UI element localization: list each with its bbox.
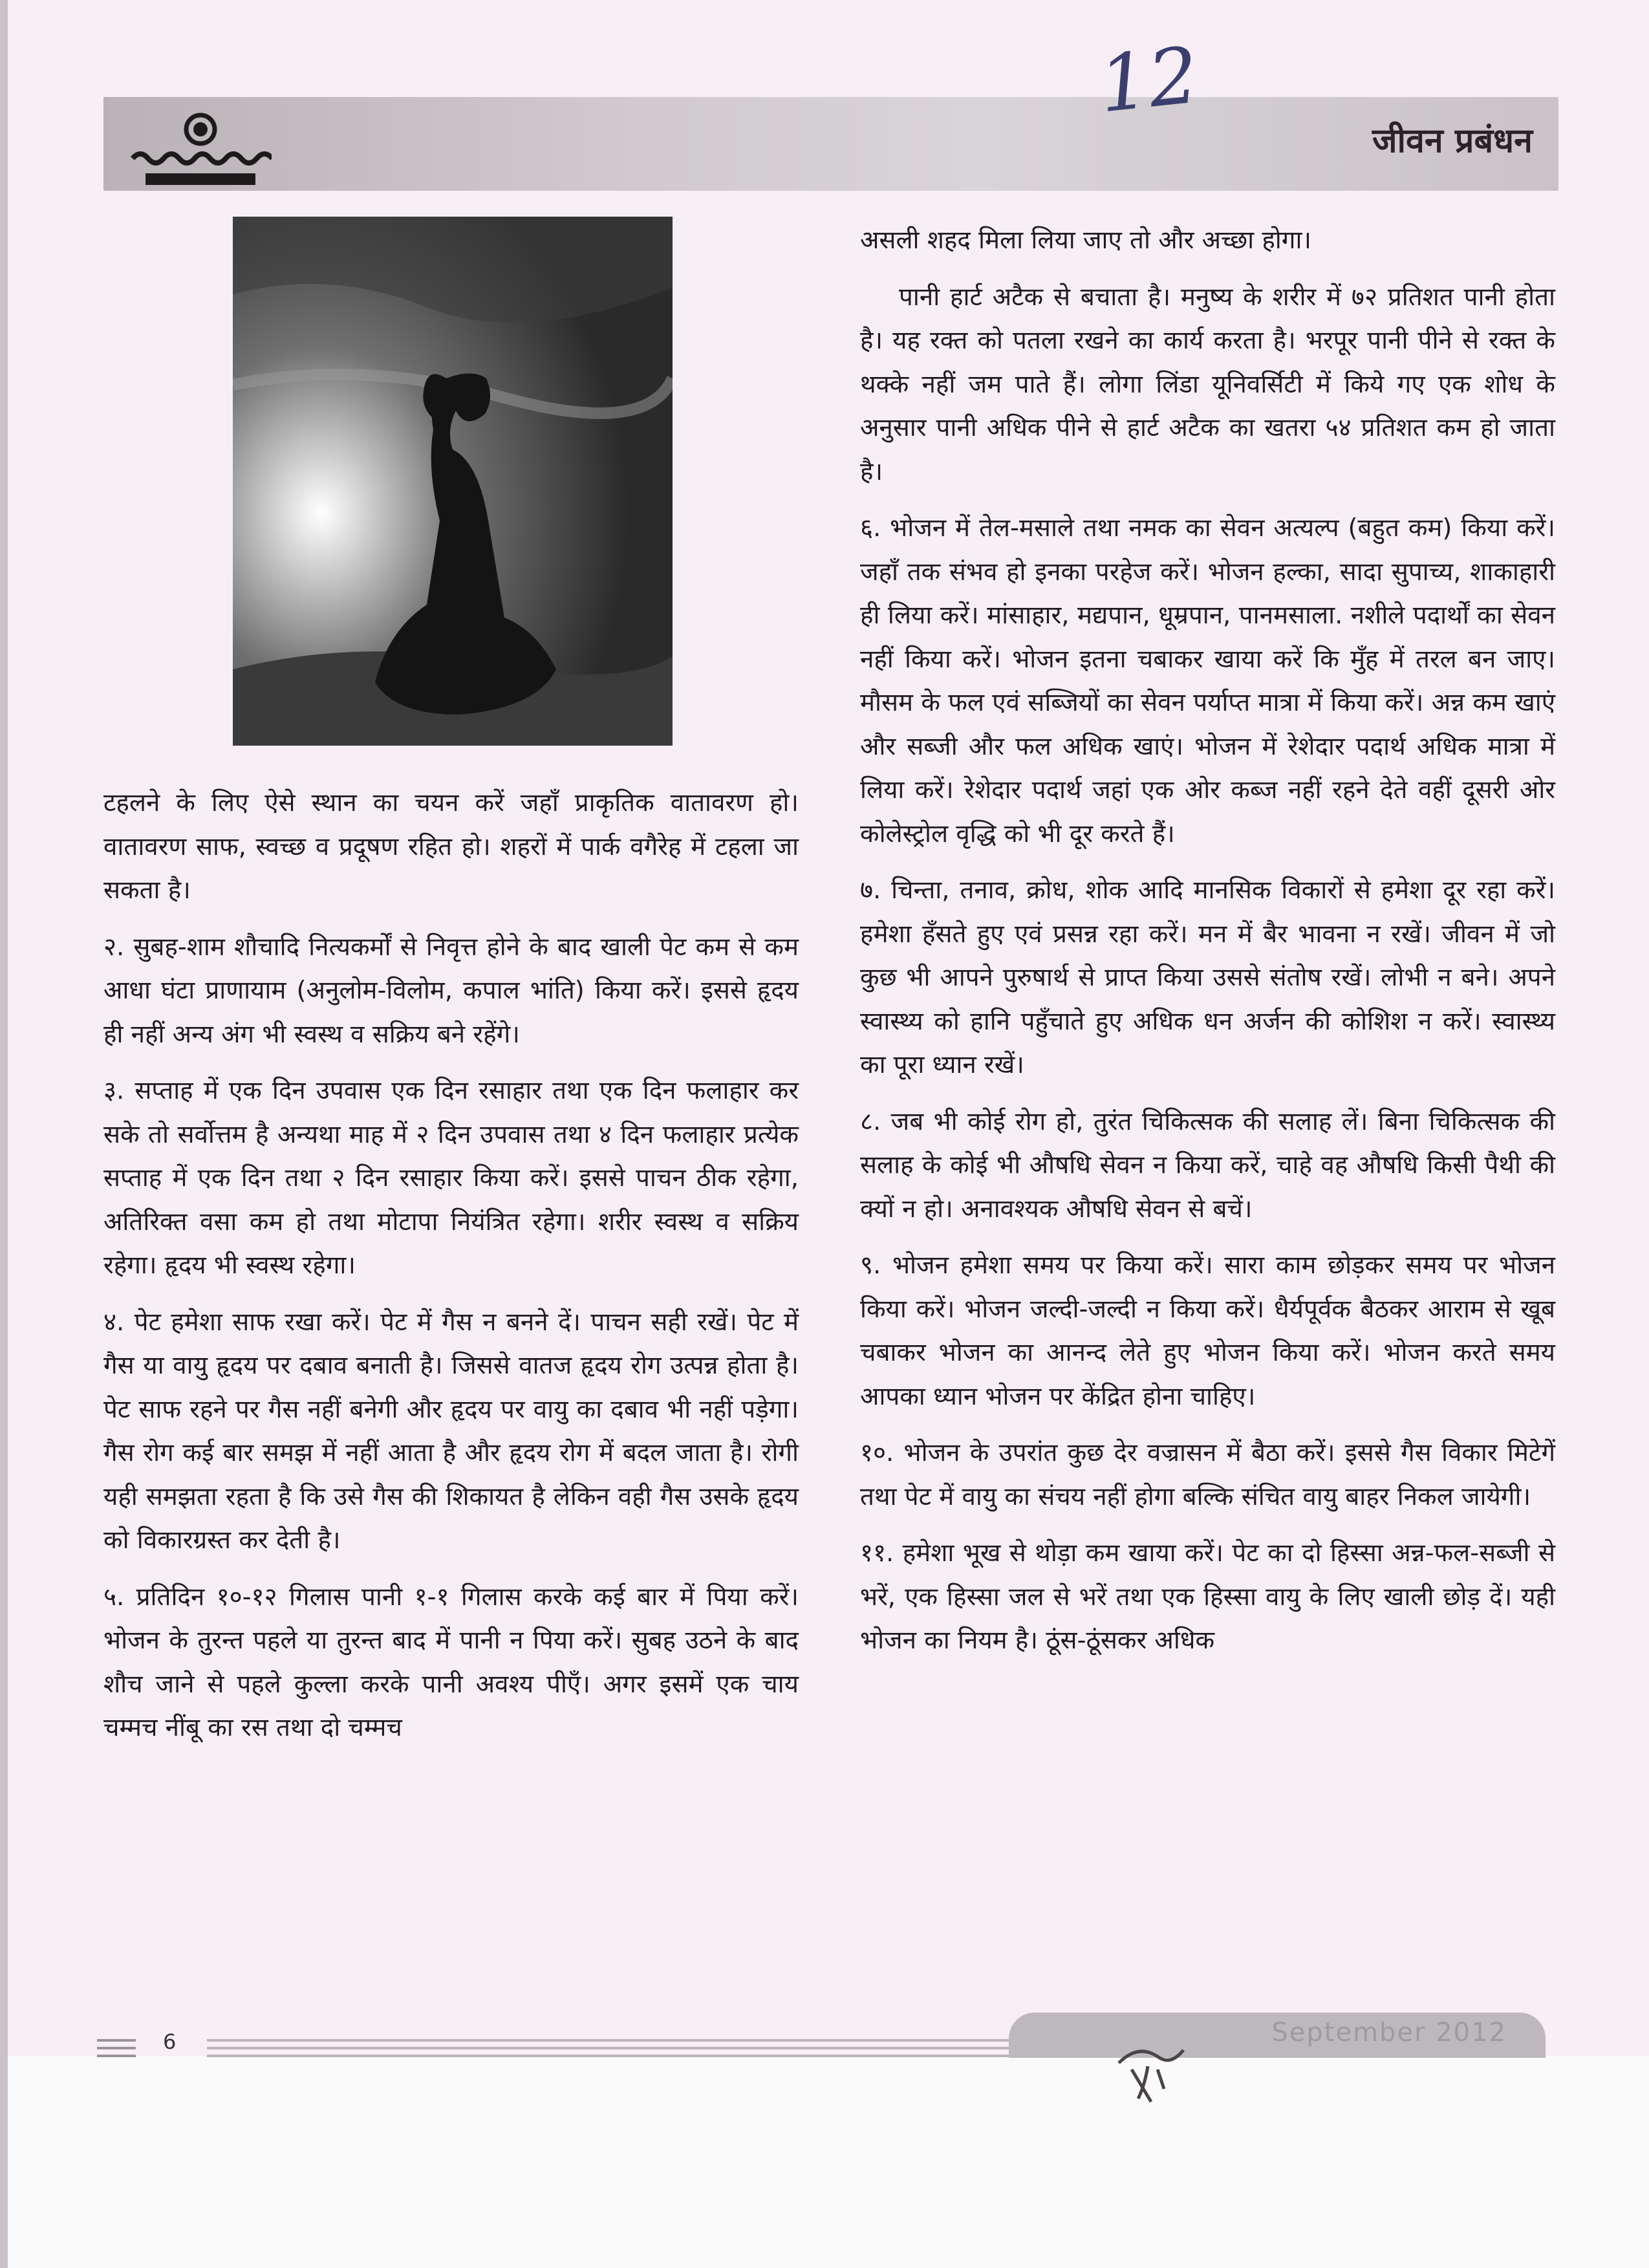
stamp-scribble-icon: [1112, 2037, 1190, 2108]
scan-bottom-margin: [0, 2057, 1649, 2268]
right-text-column: [860, 219, 1555, 1676]
paragraph: ७. चिन्ता, तनाव, क्रोध, शोक आदि मानसिक विकारों से हमेशा दूर रहा करें। हमेशा हँसते हुए एवं प्रसन्न रहा करें। मन में बैर भावना न रखें। जीवन में जो कुछ भी आपने पुरुषार्थ से प्राप्त किया उससे संतोष रखें। लोभी न बने। अपने स्वास्थ्य को हानि पहुँचाते हुए अधिक धन अर्जन की कोशिश न करें। स्वास्थ्य का पूरा ध्यान रखें।: [860, 876, 1555, 1079]
issue-date: September 2012: [1271, 2018, 1507, 2047]
page-number: 6: [163, 2029, 177, 2054]
paragraph: ८. जब भी कोई रोग हो, तुरंत चिकित्सक की सलाह लें। बिना चिकित्सक की सलाह के कोई भी औषधि सेवन न किया करें, चाहे वह औषधि किसी पैथी की क्यों न हो। अनावश्यक औषधि सेवन से बचें।: [860, 1107, 1555, 1224]
binding-edge: [0, 0, 8, 2268]
meditating-silhouette-photo: [233, 217, 673, 746]
paragraph: पानी हार्ट अटैक से बचाता है। मनुष्य के शरीर में ७२ प्रतिशत पानी होता है। यह रक्त को पतला रखने का कार्य करता है। भरपूर पानी पीने से रक्त के थक्के नहीं जम पाते हैं। लोगा लिंडा यूनिवर्सिटी में किये गए एक शोध के अनुसार पानी अधिक पीने से हार्ट अटैक का खतरा ५४ प्रतिशत कम हो जाता है।: [860, 282, 1555, 486]
paragraph: ११. हमेशा भूख से थोड़ा कम खाया करें। पेट का दो हिस्सा अन्न-फल-सब्जी से भरें, एक हिस्सा जल से भरें तथा एक हिस्सा वायु के लिए खाली छोड़ दें। यही भोजन का नियम है। ठूंस-ठूंसकर अधिक: [860, 1539, 1555, 1655]
paragraph: ३. सप्ताह में एक दिन उपवास एक दिन रसाहार तथा एक दिन फलाहार कर सके तो सर्वोत्तम है अन्यथा माह में २ दिन उपवास तथा ४ दिन फलाहार प्रत्येक सप्ताह में एक दिन तथा २ दिन रसाहार किया करें। इससे पाचन ठीक रहेगा, अतिरिक्त वसा कम हो तथा मोटापा नियंत्रित रहेगा। शरीर स्वस्थ व सक्रिय रहेगा। हृदय भी स्वस्थ रहेगा।: [103, 1076, 799, 1280]
paragraph: ६. भोजन में तेल-मसाले तथा नमक का सेवन अत्यल्प (बहुत कम) किया करें। जहाँ तक संभव हो इनका परहेज करें। भोजन हल्का, सादा सुपाच्य, शाकाहारी ही लिया करें। मांसाहार, मद्यपान, धूम्रपान, पानमसाला. नशीले पदार्थों का सेवन नहीं किया करें। भोजन इतना चबाकर खाया करें कि मुँह में तरल बन जाए। मौसम के फल एवं सब्जियों का सेवन पर्याप्त मात्रा में किया करें। अन्न कम खाएं और सब्जी और फल अधिक खाएं। भोजन में रेशेदार पदार्थ अधिक मात्रा में लिया करें। रेशेदार पदार्थ जहां एक ओर कब्ज नहीं रहने देते वहीं दूसरी ओर कोलेस्ट्रोल वृद्धि को भी दूर करते हैं।: [860, 513, 1555, 848]
header-band: [103, 97, 1558, 191]
paragraph: टहलने के लिए ऐसे स्थान का चयन करें जहाँ प्राकृतिक वातावरण हो। वातावरण साफ, स्वच्छ व प्रदूषण रहित हो। शहरों में पार्क वगैरेह में टहला जा सकता है।: [103, 788, 799, 905]
paragraph: ९. भोजन हमेशा समय पर किया करें। सारा काम छोड़कर समय पर भोजन किया करें। भोजन जल्दी-जल्दी न किया करें। धैर्यपूर्वक बैठकर आराम से खूब चबाकर भोजन का आनन्द लेते हुए भोजन किया करें। भोजन करते समय आपका ध्यान भोजन पर केंद्रित होना चाहिए।: [860, 1251, 1555, 1411]
sun-over-waves-icon: [129, 103, 272, 188]
left-text-column: [103, 781, 799, 1763]
paragraph: २. सुबह-शाम शौचादि नित्यकर्मों से निवृत्त होने के बाद खाली पेट कम से कम आधा घंटा प्राणायाम (अनुलोम-विलोम, कपाल भांति) किया करें। इससे हृदय ही नहीं अन्य अंग भी स्वस्थ व सक्रिय बने रहेंगे।: [103, 932, 799, 1049]
paragraph: १०. भोजन के उपरांत कुछ देर वज्रासन में बैठा करें। इससे गैस विकार मिटेगें तथा पेट में वायु का संचय नहीं होगा बल्कि संचित वायु बाहर निकल जायेगी।: [860, 1438, 1555, 1511]
paragraph: ४. पेट हमेशा साफ रखा करें। पेट में गैस न बनने दें। पाचन सही रखें। पेट में गैस या वायु हृदय पर दबाव बनाती है। जिससे वातज हृदय रोग उत्पन्न होता है। पेट साफ रहने पर गैस नहीं बनेगी और हृदय पर वायु का दबाव भी नहीं पड़ेगा। गैस रोग कई बार समझ में नहीं आता है और हृदय रोग में बदल जाता है। रोगी यही समझता रहता है कि उसे गैस की शिकायत है लेकिन वही गैस उसके हृदय को विकारग्रस्त कर देती है।: [103, 1307, 799, 1555]
footer-issue-pill: [1009, 2013, 1546, 2058]
paragraph: ५. प्रतिदिन १०-१२ गिलास पानी १-१ गिलास करके कई बार में पिया करें। भोजन के तुरन्त पहले या तुरन्त बाद में पानी न पिया करें। सुबह उठने के बाद शौच जाने से पहले कुल्ला करके पानी अवश्य पीएँ। अगर इसमें एक चाय चम्मच नींबू का रस तथा दो चम्मच: [103, 1582, 799, 1742]
section-title: जीवन प्रबंधन: [1372, 122, 1533, 160]
handwritten-page-mark: 12: [1095, 30, 1203, 131]
paragraph: असली शहद मिला लिया जाए तो और अच्छा होगा।: [860, 226, 1312, 255]
waves-icon: [133, 154, 272, 163]
